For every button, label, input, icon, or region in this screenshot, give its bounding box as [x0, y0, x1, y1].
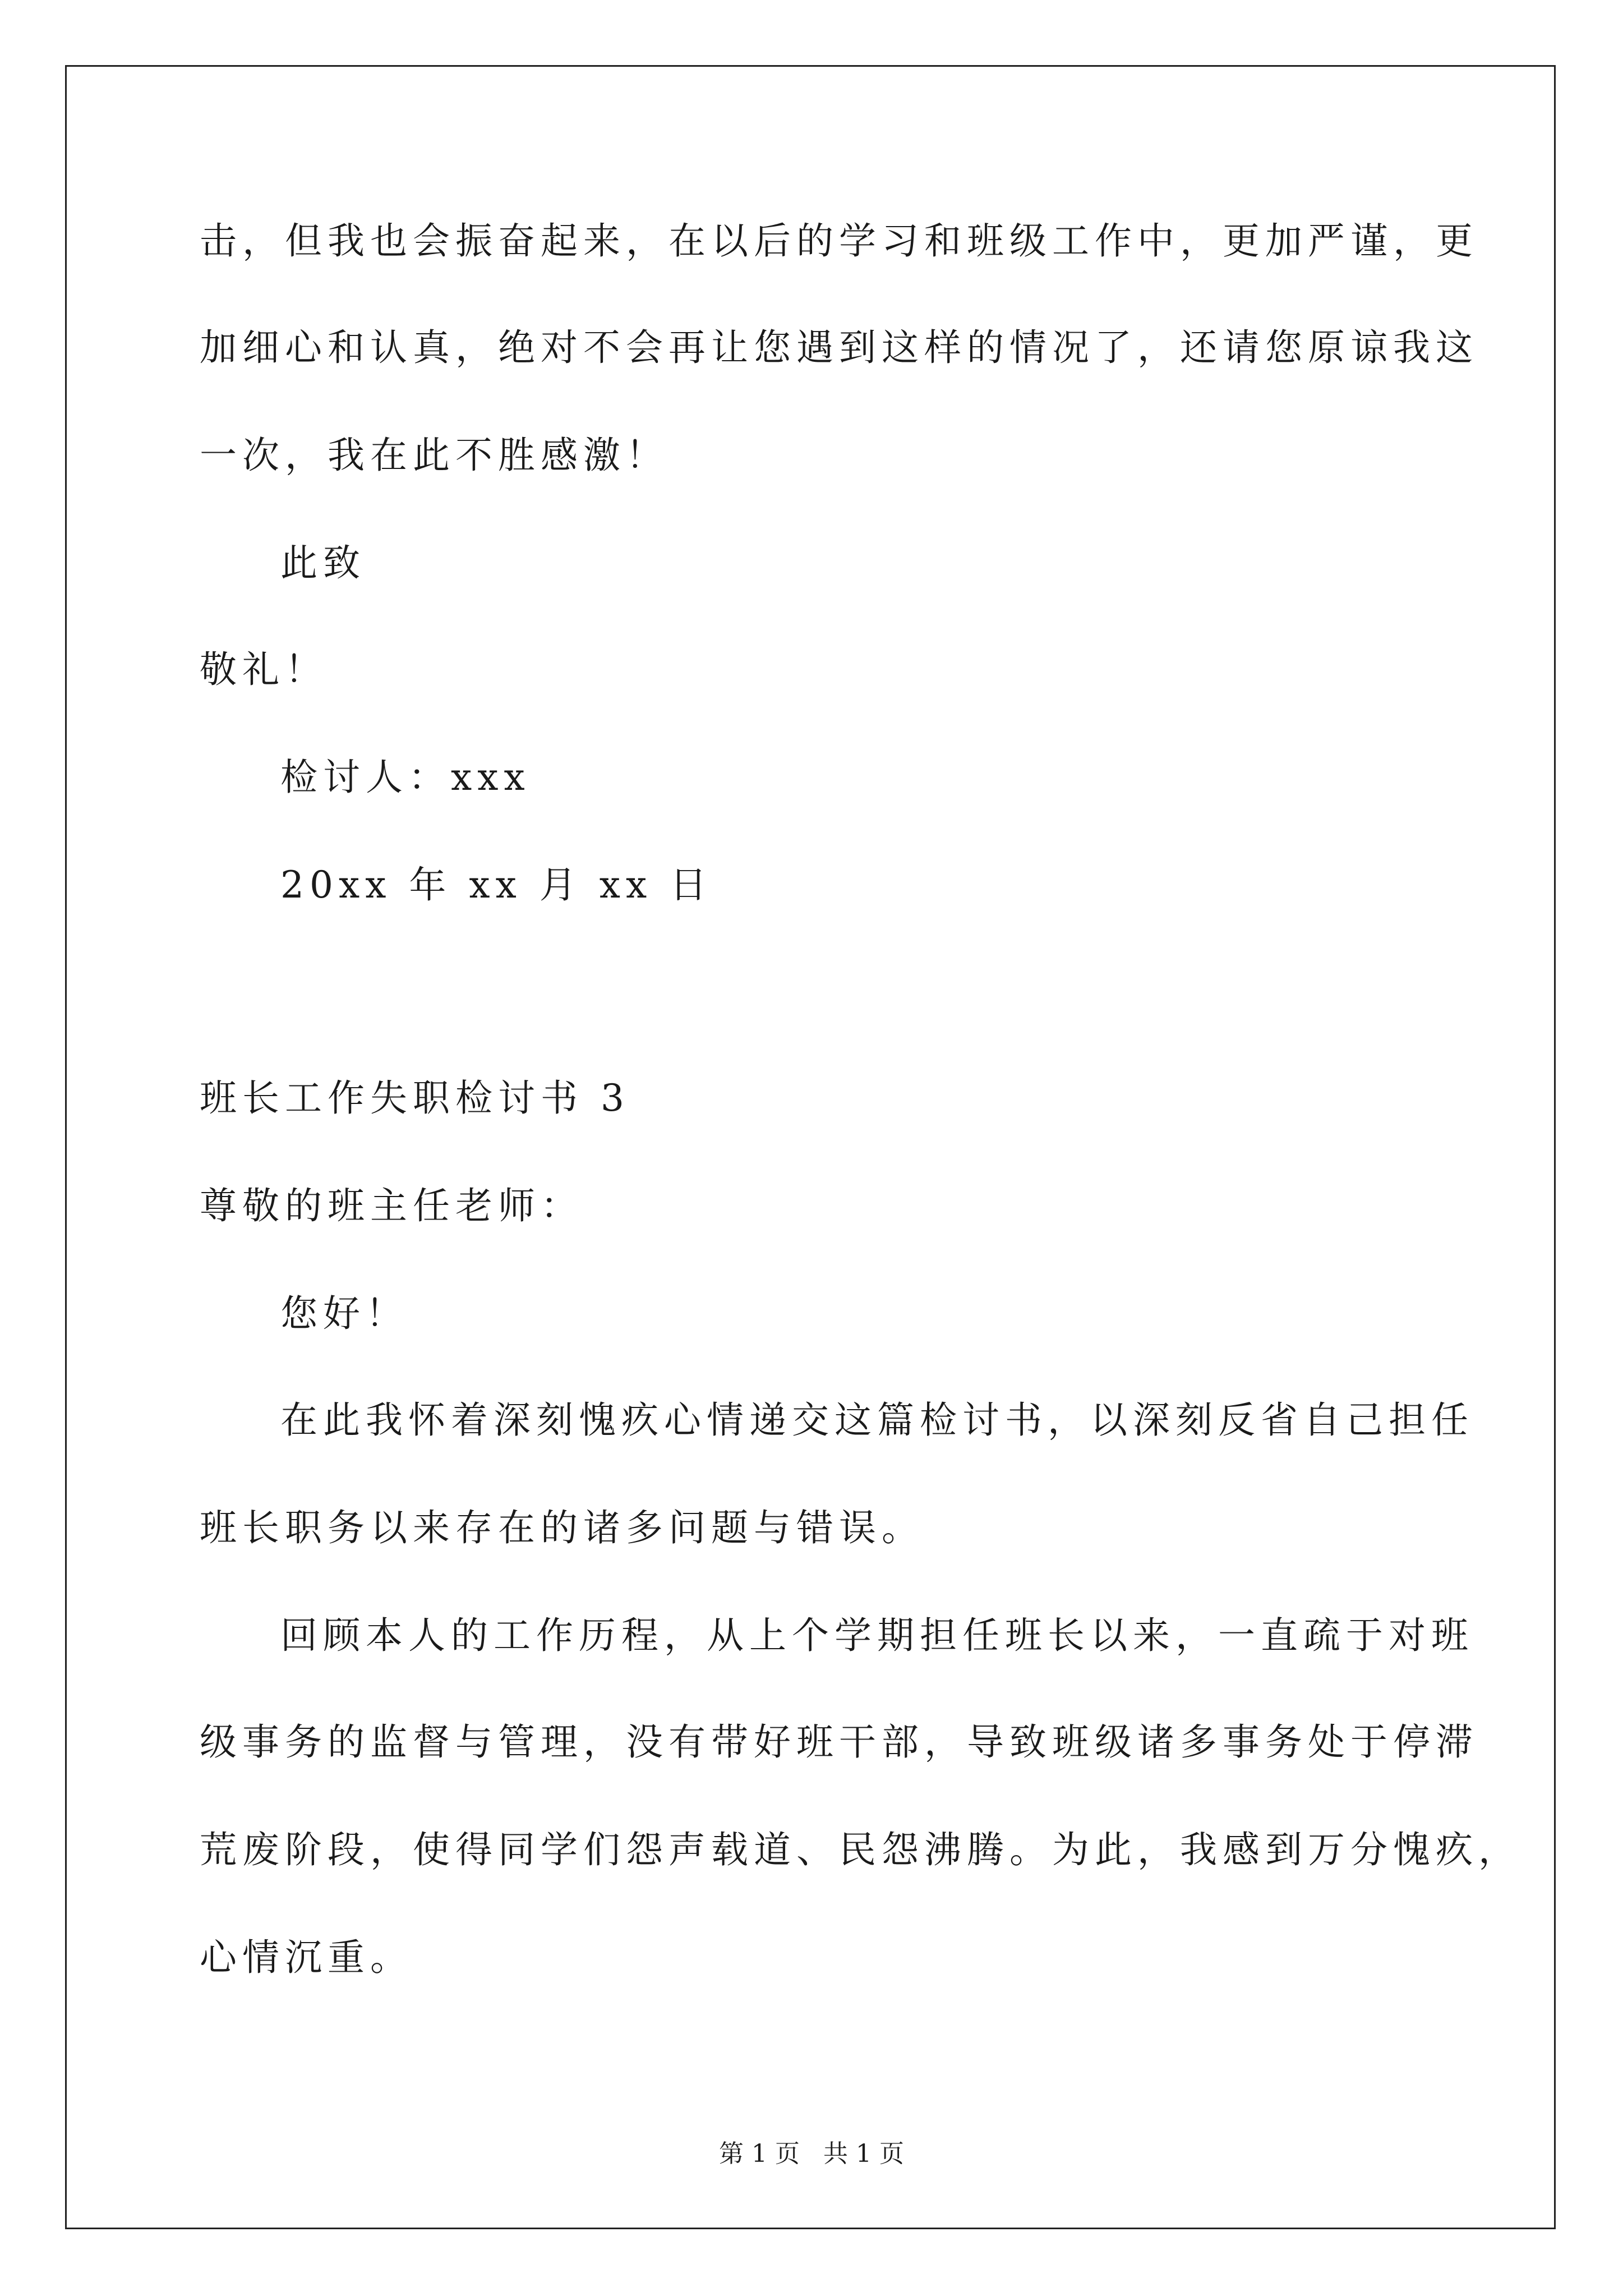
greeting-recipient: 尊敬的班主任老师：	[200, 1184, 583, 1227]
body-line: 级事务的监督与管理，没有带好班干部，导致班级诸多事务处于停滞	[200, 1720, 1478, 1764]
body-line: 班长职务以来存在的诸多问题与错误。	[200, 1506, 924, 1549]
body-line: 击，但我也会振奋起来，在以后的学习和班级工作中，更加严谨，更	[200, 219, 1478, 263]
salutation-regards: 敬礼！	[200, 648, 328, 691]
body-line: 回顾本人的工作历程，从上个学期担任班长以来，一直疏于对班	[280, 1614, 1474, 1657]
section-title: 班长工作失职检讨书 3	[200, 1076, 630, 1120]
body-line: 一次，我在此不胜感激！	[200, 434, 668, 477]
body-line: 在此我怀着深刻愧疚心情递交这篇检讨书，以深刻反省自己担任	[280, 1398, 1474, 1442]
salutation-closing: 此致	[280, 541, 366, 585]
signature-name: 检讨人：xxx	[280, 756, 531, 799]
signature-date: 20xx 年 xx 月 xx 日	[280, 863, 713, 907]
body-line: 心情沉重。	[200, 1936, 413, 1979]
page-number-footer: 第 1 页 共 1 页	[719, 2139, 904, 2168]
page-border	[65, 65, 1556, 2229]
greeting: 您好！	[280, 1292, 408, 1335]
body-line: 加细心和认真，绝对不会再让您遇到这样的情况了，还请您原谅我这	[200, 326, 1478, 369]
body-line: 荒废阶段，使得同学们怨声载道、民怨沸腾。为此，我感到万分愧疚，	[200, 1828, 1521, 1871]
